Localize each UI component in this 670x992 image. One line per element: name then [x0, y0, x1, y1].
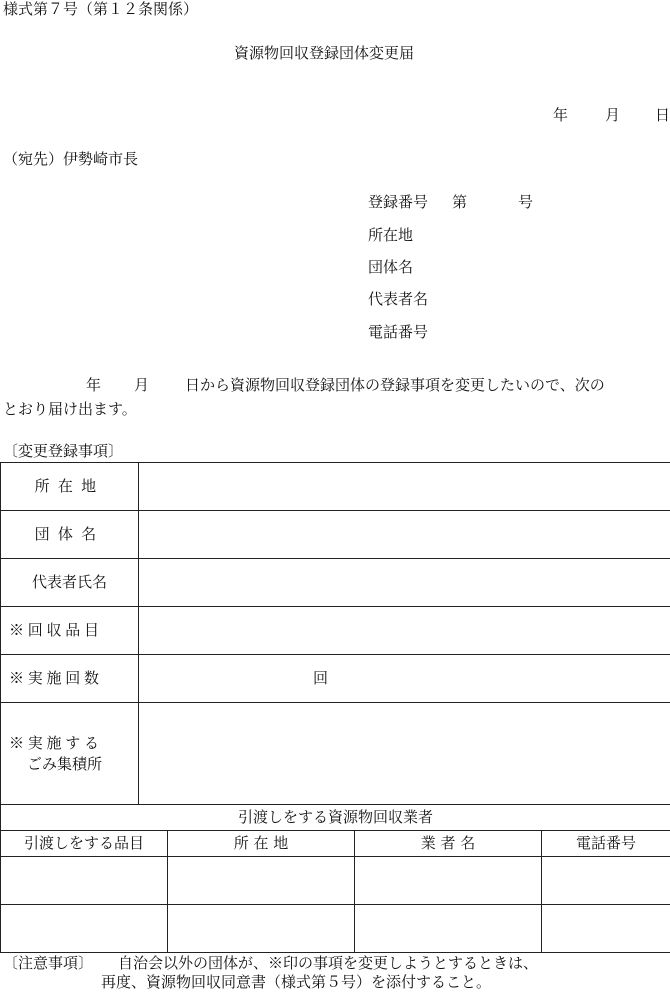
frequency-unit: 回 — [313, 669, 329, 688]
date-day: 日 — [655, 106, 670, 124]
body-year: 年 — [86, 376, 102, 394]
date-year: 年 — [553, 106, 569, 124]
label-collection-items: ※回収品目 — [1, 607, 139, 655]
applicant-group-name-label: 団体名 — [368, 258, 414, 276]
table-header-row — [1, 831, 670, 857]
table-row — [1, 805, 670, 831]
contractor-name-cell[interactable] — [355, 857, 542, 905]
items-cell[interactable] — [1, 905, 168, 953]
contractor-table-title: 引渡しをする資源物回収業者 — [1, 805, 670, 831]
column-header-phone: 電話番号 — [542, 831, 670, 857]
form-number: 様式第７号（第１２条関係） — [3, 0, 199, 18]
representative-name-field[interactable] — [139, 559, 670, 607]
address-cell[interactable] — [168, 905, 355, 953]
label-group-name: 団体名 — [1, 511, 139, 559]
registration-number-dai: 第 — [452, 193, 468, 211]
applicant-representative-label: 代表者名 — [368, 290, 429, 308]
column-header-address: 所 在 地 — [168, 831, 355, 857]
document-title: 資源物回収登録団体変更届 — [234, 44, 415, 62]
label-frequency: ※実施回数 — [1, 655, 139, 703]
collection-point-field[interactable] — [139, 703, 670, 805]
body-line-2: とおり届け出ます。 — [3, 400, 137, 418]
registration-number-label: 登録番号 — [368, 193, 429, 211]
collection-items-field[interactable] — [139, 607, 670, 655]
applicant-phone-label: 電話番号 — [368, 323, 429, 341]
label-representative-name: 代表者氏名 — [1, 559, 139, 607]
group-name-field[interactable] — [139, 511, 670, 559]
notes-line-2: 再度、資源物回収同意書（様式第５号）を添付すること。 — [101, 973, 492, 991]
table-row — [1, 559, 670, 607]
table-row — [1, 607, 670, 655]
registration-number-go: 号 — [518, 193, 534, 211]
table-row — [1, 905, 670, 953]
table-row — [1, 463, 670, 511]
date-month: 月 — [605, 106, 621, 124]
notes-line-1: 自治会以外の団体が、※印の事項を変更しようとするときは、 — [118, 954, 539, 972]
registration-table — [0, 462, 670, 805]
phone-cell[interactable] — [542, 905, 670, 953]
applicant-address-label: 所在地 — [368, 226, 414, 244]
items-cell[interactable] — [1, 857, 168, 905]
address-cell[interactable] — [168, 857, 355, 905]
table-row — [1, 655, 670, 703]
phone-cell[interactable] — [542, 857, 670, 905]
label-collection-point: ※実施する ごみ集積所 — [1, 703, 139, 805]
body-line-1: 日から資源物回収登録団体の登録事項を変更したいので、次の — [185, 376, 605, 394]
section-title: 〔変更登録事項〕 — [3, 442, 124, 460]
body-month: 月 — [134, 376, 150, 394]
contractor-name-cell[interactable] — [355, 905, 542, 953]
contractor-table — [0, 804, 670, 953]
column-header-contractor-name: 業 者 名 — [355, 831, 542, 857]
label-address: 所在地 — [1, 463, 139, 511]
table-row — [1, 511, 670, 559]
frequency-field[interactable] — [139, 655, 670, 703]
column-header-items: 引渡しをする品目 — [1, 831, 168, 857]
addressee: （宛先）伊勢崎市長 — [3, 150, 139, 168]
address-field[interactable] — [139, 463, 670, 511]
table-row — [1, 703, 670, 805]
notes-label: 〔注意事項〕 — [3, 954, 94, 972]
table-row — [1, 857, 670, 905]
